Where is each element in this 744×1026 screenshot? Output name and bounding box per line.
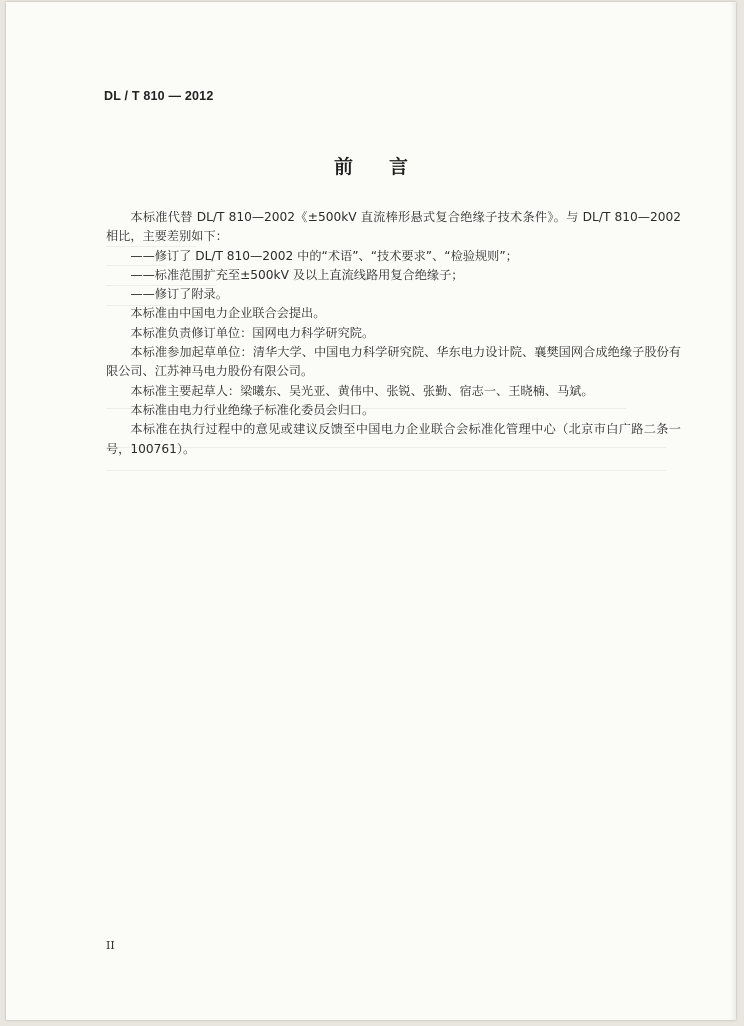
page-title: 前言 [333, 156, 444, 178]
paragraph-revising-unit: 本标准负责修订单位：国网电力科学研究院。 [130, 325, 375, 340]
preface-body [106, 208, 681, 459]
page-number: II [106, 939, 115, 952]
show-through-mark [106, 470, 666, 471]
paragraph-feedback: 本标准在执行过程中的意见或建议反馈至中国电力企业联合会标准化管理中心（北京市白广路二条一号，100761）。 [106, 422, 681, 456]
standard-number: DL / T 810 — 2012 [104, 89, 214, 103]
change-item-1: ——修订了 DL/T 810—2002 中的“术语”、“技术要求”、“检验规则”； [130, 248, 518, 263]
change-item-3: ——修订了附录。 [130, 287, 228, 302]
paragraph-replacement: 本标准代替 DL/T 810—2002《±500kV 直流棒形悬式复合绝缘子技术条件》。与 DL/T 810—2002 相比，主要差别如下： [106, 210, 681, 244]
paragraph-drafters: 本标准主要起草人：梁曦东、吴光亚、黄伟中、张锐、张勤、宿志一、王晓楠、马斌。 [130, 383, 594, 398]
paragraph-proposer: 本标准由中国电力企业联合会提出。 [130, 306, 326, 321]
paragraph-administration: 本标准由电力行业绝缘子标准化委员会归口。 [130, 402, 375, 417]
paragraph-participating-units: 本标准参加起草单位：清华大学、中国电力科学研究院、华东电力设计院、襄樊国网合成绝缘子股份有限公司、江苏神马电力股份有限公司。 [106, 345, 681, 379]
change-item-2: ——标准范围扩充至±500kV 及以上直流线路用复合绝缘子； [130, 267, 464, 282]
document-page [6, 2, 736, 1020]
